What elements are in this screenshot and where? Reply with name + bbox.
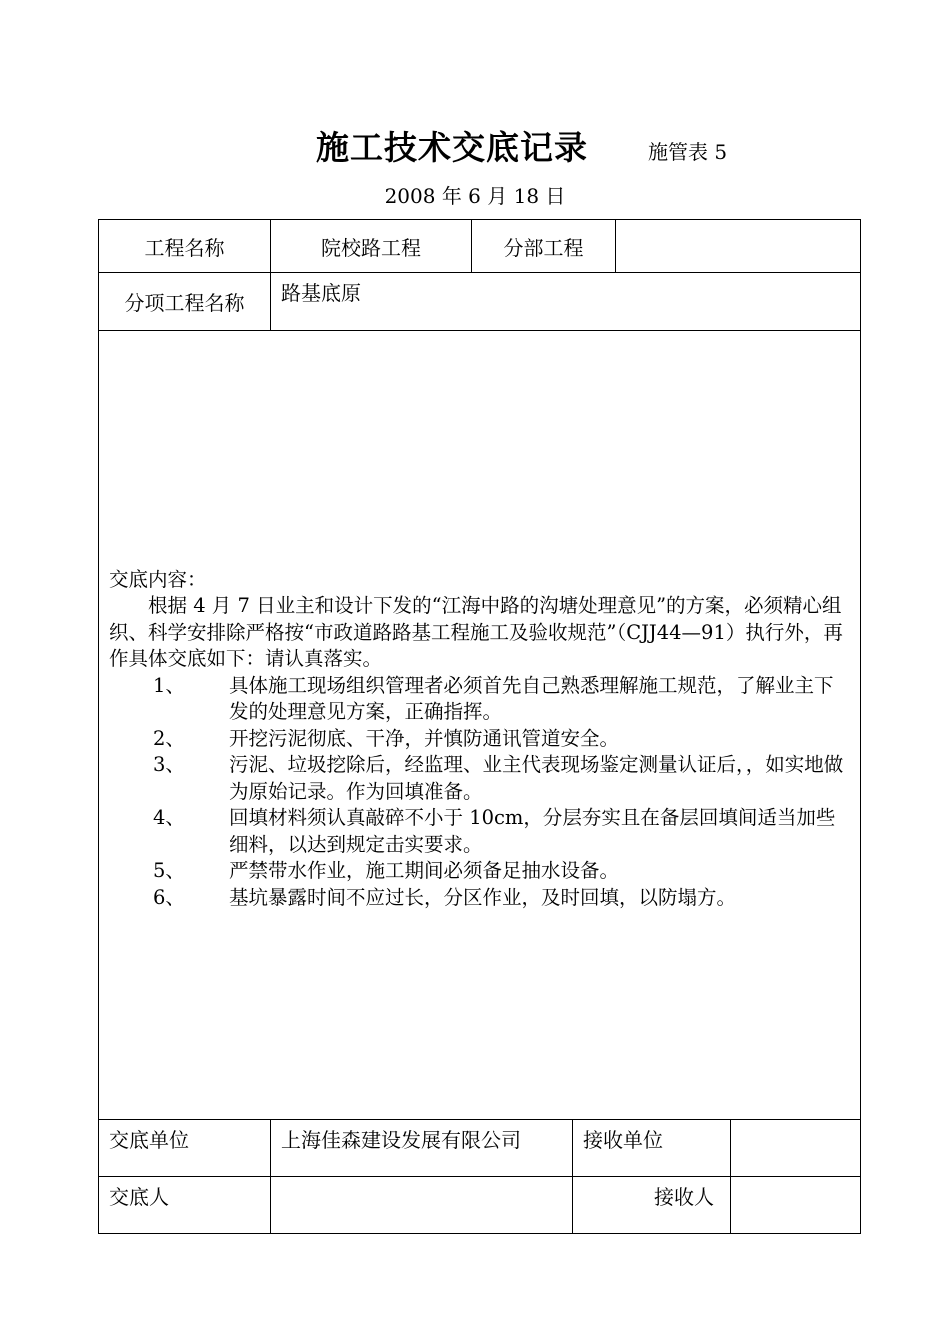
issuer-unit-value: 上海佳森建设发展有限公司 bbox=[271, 1120, 573, 1177]
project-name-label: 工程名称 bbox=[99, 220, 271, 273]
table-row bbox=[99, 1177, 861, 1234]
item-number: 3、 bbox=[153, 753, 185, 777]
document-title: 施工技术交底记录 bbox=[316, 128, 588, 167]
receiver-person-label: 接收人 bbox=[573, 1177, 731, 1234]
item-text: 严禁带水作业，施工期间必须备足抽水设备。 bbox=[229, 859, 620, 883]
subitem-value: 路基底原 bbox=[271, 273, 861, 331]
title-row bbox=[0, 118, 950, 168]
issuer-unit-label: 交底单位 bbox=[99, 1120, 271, 1177]
project-name-value: 院校路工程 bbox=[271, 220, 472, 273]
item-text: 污泥、垃圾挖除后，经监理、业主代表现场鉴定测量认证后，，如实地做为原始记录。作为回填准备。 bbox=[229, 753, 844, 803]
division-label: 分部工程 bbox=[472, 220, 616, 273]
division-value bbox=[616, 220, 861, 273]
receiver-unit-label: 接收单位 bbox=[573, 1120, 731, 1177]
item-text: 回填材料须认真敲碎不小于 10cm，分层夯实且在备层回填间适当加些细料，以达到规定击实要求。 bbox=[229, 806, 836, 856]
table-row bbox=[99, 273, 861, 331]
item-number: 2、 bbox=[153, 726, 185, 750]
issuer-person-label: 交底人 bbox=[99, 1177, 271, 1234]
disclosure-content bbox=[99, 539, 860, 912]
record-date: 2008 年 6 月 18 日 bbox=[384, 184, 566, 208]
list-item bbox=[109, 752, 852, 805]
item-text: 基坑暴露时间不应过长，分区作业，及时回填，以防塌方。 bbox=[229, 885, 737, 909]
disclosure-record-table bbox=[98, 219, 861, 1234]
receiver-person-value bbox=[731, 1177, 861, 1234]
item-number: 4、 bbox=[153, 806, 185, 830]
table-row bbox=[99, 1120, 861, 1177]
list-item bbox=[109, 726, 852, 753]
content-heading: 交底内容： bbox=[109, 567, 207, 591]
table-row bbox=[99, 220, 861, 273]
content-intro: 根据 4 月 7 日业主和设计下发的“江海中路的沟塘处理意见”的方案，必须精心组织、科学安排除严格按“市政道路路基工程施工及验收规范”（CJJ44—91）执行外，再作具体交底如下：请认真落实。 bbox=[109, 594, 843, 671]
list-item bbox=[109, 885, 852, 912]
item-text: 具体施工现场组织管理者必须首先自己熟悉理解施工规范，了解业主下发的处理意见方案，正确指挥。 bbox=[229, 673, 834, 724]
subitem-label: 分项工程名称 bbox=[99, 273, 271, 331]
table-row bbox=[99, 331, 861, 1120]
list-item bbox=[109, 673, 852, 726]
list-item bbox=[109, 805, 852, 858]
item-text: 开挖污泥彻底、干净，并慎防通讯管道安全。 bbox=[229, 726, 620, 750]
issuer-person-value bbox=[271, 1177, 573, 1234]
item-number: 5、 bbox=[153, 859, 185, 883]
item-number: 6、 bbox=[153, 885, 185, 909]
content-cell bbox=[99, 331, 861, 1120]
item-number: 1、 bbox=[153, 673, 185, 697]
form-code: 施管表 5 bbox=[648, 140, 728, 164]
receiver-unit-value bbox=[731, 1120, 861, 1177]
list-item bbox=[109, 858, 852, 885]
